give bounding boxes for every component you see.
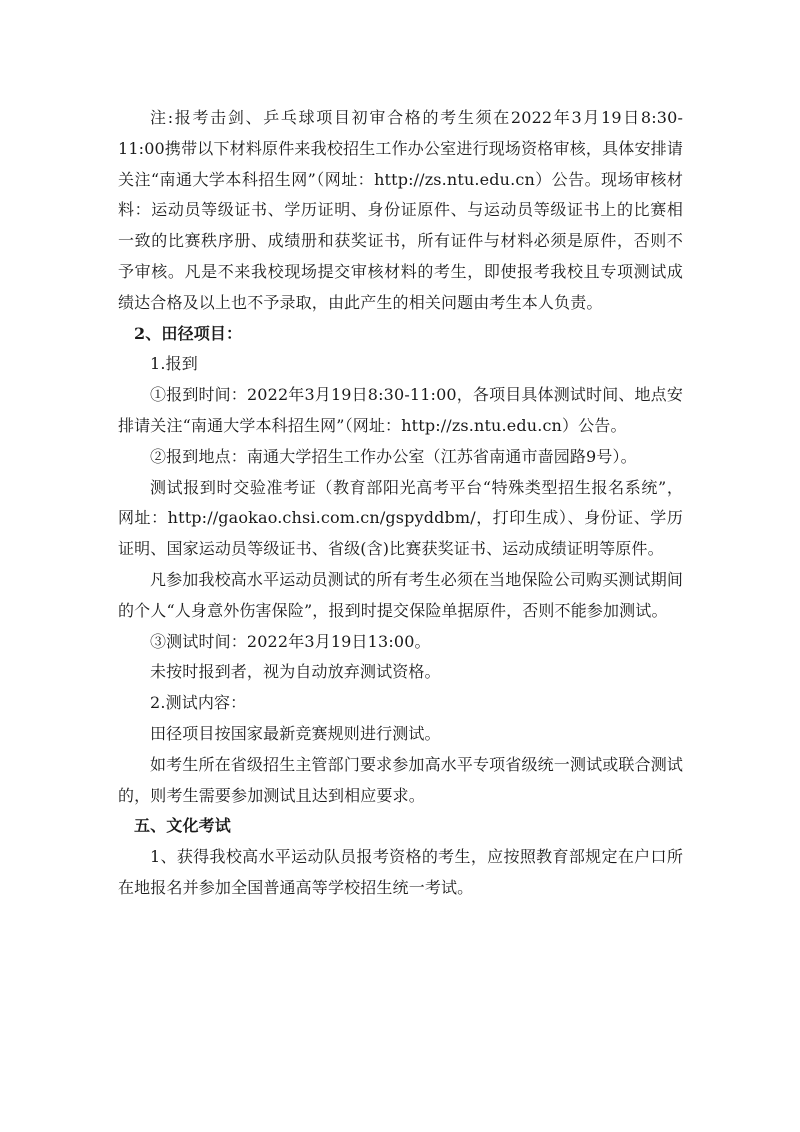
document-page <box>118 103 683 904</box>
test-time-paragraph: ③测试时间：2022年3月19日13:00。 <box>150 631 431 651</box>
insurance-paragraph: 凡参加我校高水平运动员测试的所有考生必须在当地保险公司购买测试期间的个人“人身意外伤害保险”，报到时提交保险单据原件，否则不能参加测试。 <box>118 569 683 620</box>
note-paragraph: 注:报考击剑、乒乓球项目初审合格的考生须在2022年3月19日8:30-11:00携带以下材料原件来我校招生工作办公室进行现场资格审核，具体安排请关注“南通大学本科招生网”（网址：http://zs.ntu.edu.cn）公告。现场审核材料：运动员等级证书、学历证明、身份证原件、与运动员等级证书上的比赛相一致的比赛秩序册、成绩册和获奖证书，所有证件与材料必须是原件，否则不予审核。凡是不来我校现场提交审核材料的考生，即使报考我校且专项测试成绩达合格及以上也不予录取，由此产生的相关问题由考生本人负责。 <box>118 108 683 312</box>
late-arrival-paragraph: 未按时报到者，视为自动放弃测试资格。 <box>150 662 441 682</box>
documents-paragraph: 测试报到时交验准考证（教育部阳光高考平台“特殊类型招生报名系统”，网址：http://gaokao.chsi.com.cn/gspyddbm/，打印生成）、身份证、学历证明、国家运动员等级证书、省级(含)比赛获奖证书、运动成绩证明等原件。 <box>118 477 683 559</box>
subheading-test-content: 2.测试内容： <box>150 693 247 713</box>
cultural-exam-paragraph: 1、获得我校高水平运动队员报考资格的考生，应按照教育部规定在户口所在地报名并参加全国普通高等学校招生统一考试。 <box>118 847 683 897</box>
section-heading-cultural-exam: 五、文化考试 <box>134 816 231 836</box>
test-rules-paragraph: 田径项目按国家最新竞赛规则进行测试。 <box>150 723 441 743</box>
subheading-registration: 1.报到 <box>150 354 198 374</box>
provincial-test-paragraph: 如考生所在省级招生主管部门要求参加高水平专项省级统一测试或联合测试的，则考生需要参加测试且达到相应要求。 <box>118 754 683 805</box>
section-heading-track-field: 2、田径项目： <box>134 323 243 343</box>
registration-location-paragraph: ②报到地点：南通大学招生工作办公室（江苏省南通市啬园路9号）。 <box>150 446 637 466</box>
registration-time-paragraph: ①报到时间：2022年3月19日8:30-11:00，各项目具体测试时间、地点安排请关注“南通大学本科招生网”（网址：http://zs.ntu.edu.cn）公告。 <box>118 385 683 435</box>
